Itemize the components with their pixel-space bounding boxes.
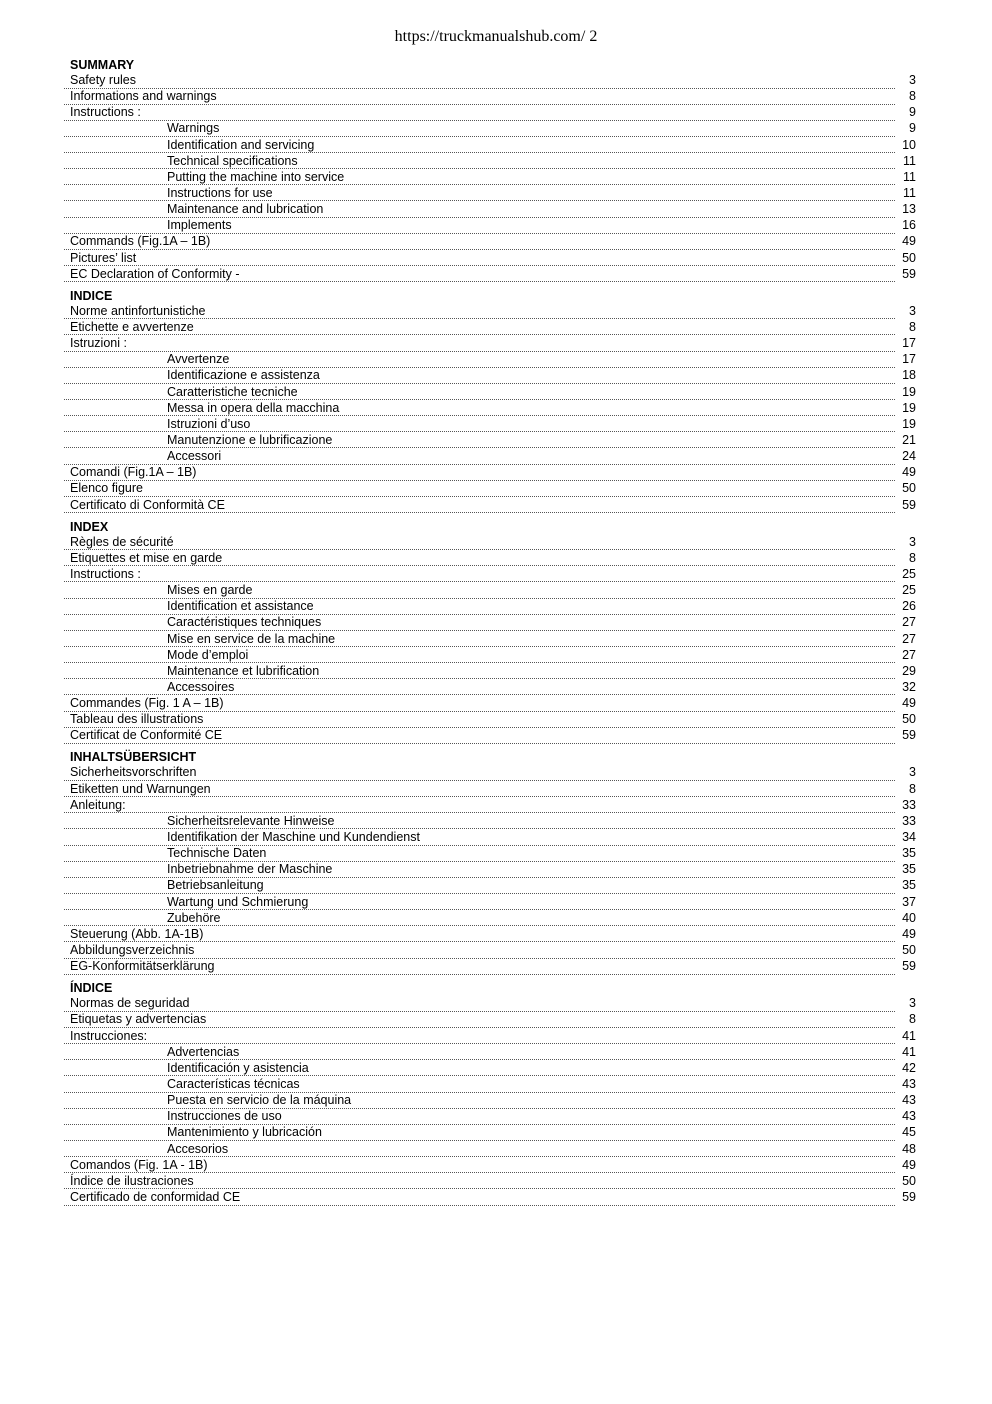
entry-label: Tableau des illustrations bbox=[70, 712, 204, 727]
entry-page-number: 25 bbox=[902, 566, 916, 581]
entry-label: Technische Daten bbox=[167, 846, 267, 861]
toc-subentry bbox=[64, 599, 917, 615]
entry-page-number: 50 bbox=[902, 481, 916, 496]
entry-label: Certificato di Conformità CE bbox=[70, 497, 225, 512]
entry-label: Commands (Fig.1A – 1B) bbox=[70, 234, 211, 249]
toc-section bbox=[64, 289, 917, 514]
entry-label: Sicherheitsrelevante Hinweise bbox=[167, 813, 335, 828]
entry-page-number: 21 bbox=[902, 432, 916, 447]
entry-page-number: 11 bbox=[903, 153, 916, 168]
toc-entry bbox=[64, 782, 917, 798]
section-title: ÍNDICE bbox=[70, 981, 113, 996]
toc-entry bbox=[64, 1190, 917, 1206]
entry-page-number: 35 bbox=[902, 862, 916, 877]
entry-label: Pictures’ list bbox=[70, 250, 137, 265]
toc-subentry bbox=[64, 401, 917, 417]
page-header-url: https://truckmanualshub.com/ 2 bbox=[394, 28, 598, 45]
toc-entry bbox=[64, 1012, 917, 1028]
entry-page-number: 45 bbox=[902, 1125, 916, 1140]
toc-subentry bbox=[64, 632, 917, 648]
entry-page-number: 17 bbox=[902, 352, 916, 367]
toc-subentry bbox=[64, 417, 917, 433]
entry-page-number: 32 bbox=[902, 679, 916, 694]
toc-subentry bbox=[64, 846, 917, 862]
entry-label: Comandos (Fig. 1A - 1B) bbox=[70, 1157, 208, 1172]
entry-page-number: 35 bbox=[902, 846, 916, 861]
toc-entry bbox=[64, 1029, 917, 1045]
entry-label: Betriebsanleitung bbox=[167, 878, 264, 893]
entry-page-number: 9 bbox=[909, 105, 916, 120]
toc-subentry bbox=[64, 1093, 917, 1109]
entry-label: Identificazione e assistenza bbox=[167, 368, 320, 383]
entry-page-number: 50 bbox=[902, 943, 916, 958]
entry-label: Identifikation der Maschine und Kundendienst bbox=[167, 830, 420, 845]
entry-label: Mise en service de la machine bbox=[167, 631, 336, 646]
section-title: INDICE bbox=[70, 288, 113, 303]
toc-subentry bbox=[64, 615, 917, 631]
entry-label: Etichette e avvertenze bbox=[70, 319, 194, 334]
toc-entry bbox=[64, 89, 917, 105]
entry-page-number: 17 bbox=[902, 336, 916, 351]
toc-entry bbox=[64, 251, 917, 267]
entry-page-number: 49 bbox=[902, 696, 916, 711]
entry-label: Elenco figure bbox=[70, 481, 143, 496]
entry-page-number: 43 bbox=[902, 1109, 916, 1124]
entry-page-number: 10 bbox=[902, 137, 916, 152]
toc-subentry bbox=[64, 1125, 917, 1141]
entry-label: Etiquetas y advertencias bbox=[70, 1012, 207, 1027]
toc-entry bbox=[64, 1158, 917, 1174]
entry-label: Istruzioni d’uso bbox=[167, 416, 251, 431]
toc-subentry bbox=[64, 648, 917, 664]
toc-entry bbox=[64, 481, 917, 497]
entry-label: EG-Konformitätserklärung bbox=[70, 959, 215, 974]
toc-subentry bbox=[64, 1109, 917, 1125]
entry-page-number: 41 bbox=[902, 1044, 916, 1059]
toc-entry bbox=[64, 320, 917, 336]
entry-page-number: 40 bbox=[902, 910, 916, 925]
toc-entry bbox=[64, 728, 917, 744]
entry-label: Steuerung (Abb. 1A-1B) bbox=[70, 926, 204, 941]
entry-page-number: 8 bbox=[909, 89, 916, 104]
toc-subentry bbox=[64, 583, 917, 599]
toc-section bbox=[64, 981, 917, 1206]
toc-subentry bbox=[64, 814, 917, 830]
entry-label: EC Declaration of Conformity - bbox=[70, 266, 240, 281]
section-title: INHALTSÜBERSICHT bbox=[70, 750, 197, 765]
toc-entry bbox=[64, 765, 917, 781]
entry-page-number: 3 bbox=[909, 303, 916, 318]
entry-page-number: 48 bbox=[902, 1141, 916, 1156]
entry-label: Identification et assistance bbox=[167, 599, 314, 614]
entry-page-number: 49 bbox=[902, 1157, 916, 1172]
entry-page-number: 3 bbox=[909, 996, 916, 1011]
toc-entry bbox=[64, 304, 917, 320]
entry-label: Maintenance et lubrification bbox=[167, 663, 320, 678]
entry-label: Normas de seguridad bbox=[70, 996, 190, 1011]
section-title: SUMMARY bbox=[70, 58, 135, 72]
entry-label: Accessori bbox=[167, 449, 222, 464]
entry-label: Sicherheitsvorschriften bbox=[70, 765, 197, 780]
toc-entry bbox=[64, 267, 917, 283]
entry-label: Implements bbox=[167, 218, 232, 233]
toc-entry bbox=[64, 336, 917, 352]
toc-entry bbox=[64, 798, 917, 814]
entry-page-number: 3 bbox=[909, 534, 916, 549]
toc-subentry bbox=[64, 154, 917, 170]
entry-page-number: 19 bbox=[902, 416, 916, 431]
entry-page-number: 41 bbox=[902, 1028, 916, 1043]
entry-label: Norme antinfortunistiche bbox=[70, 303, 206, 318]
entry-page-number: 42 bbox=[902, 1060, 916, 1075]
entry-page-number: 59 bbox=[902, 266, 916, 281]
toc-subentry bbox=[64, 680, 917, 696]
entry-label: Instrucciones: bbox=[70, 1028, 148, 1043]
toc-subentry bbox=[64, 830, 917, 846]
entry-page-number: 37 bbox=[902, 894, 916, 909]
toc-entry bbox=[64, 234, 917, 250]
entry-page-number: 43 bbox=[902, 1093, 916, 1108]
entry-page-number: 16 bbox=[902, 218, 916, 233]
toc-subentry bbox=[64, 202, 917, 218]
entry-page-number: 8 bbox=[909, 781, 916, 796]
toc-section bbox=[64, 750, 917, 975]
toc-subentry bbox=[64, 1077, 917, 1093]
toc-section bbox=[64, 520, 917, 745]
toc-subentry bbox=[64, 1061, 917, 1077]
entry-page-number: 50 bbox=[902, 1173, 916, 1188]
toc-entry bbox=[64, 535, 917, 551]
entry-page-number: 49 bbox=[902, 465, 916, 480]
entry-page-number: 24 bbox=[902, 449, 916, 464]
toc-entry bbox=[64, 996, 917, 1012]
entry-label: Accessoires bbox=[167, 679, 235, 694]
entry-label: Comandi (Fig.1A – 1B) bbox=[70, 465, 197, 480]
entry-page-number: 25 bbox=[902, 583, 916, 598]
entry-label: Abbildungsverzeichnis bbox=[70, 943, 195, 958]
entry-page-number: 27 bbox=[902, 647, 916, 662]
entry-page-number: 19 bbox=[902, 400, 916, 415]
toc-subentry bbox=[64, 911, 917, 927]
entry-label: Anleitung: bbox=[70, 797, 126, 812]
entry-page-number: 13 bbox=[902, 202, 916, 217]
entry-page-number: 33 bbox=[902, 813, 916, 828]
entry-page-number: 59 bbox=[902, 1190, 916, 1204]
toc-entry bbox=[64, 465, 917, 481]
entry-page-number: 29 bbox=[902, 663, 916, 678]
entry-label: Messa in opera della macchina bbox=[167, 400, 340, 415]
table-of-contents bbox=[64, 58, 917, 1212]
entry-label: Maintenance and lubrication bbox=[167, 202, 324, 217]
section-title: INDEX bbox=[70, 519, 109, 534]
entry-page-number: 3 bbox=[909, 765, 916, 780]
entry-label: Características técnicas bbox=[167, 1077, 300, 1092]
toc-subentry bbox=[64, 664, 917, 680]
entry-page-number: 49 bbox=[902, 926, 916, 941]
entry-label: Accesorios bbox=[167, 1141, 229, 1156]
entry-label: Instrucciones de uso bbox=[167, 1109, 282, 1124]
entry-label: Identification and servicing bbox=[167, 137, 315, 152]
entry-label: Safety rules bbox=[70, 73, 137, 87]
toc-subentry bbox=[64, 433, 917, 449]
entry-label: Caratteristiche tecniche bbox=[167, 384, 298, 399]
toc-subentry bbox=[64, 862, 917, 878]
toc-subentry bbox=[64, 895, 917, 911]
entry-page-number: 34 bbox=[902, 830, 916, 845]
toc-subentry bbox=[64, 186, 917, 202]
toc-entry bbox=[64, 696, 917, 712]
entry-label: Advertencias bbox=[167, 1044, 240, 1059]
toc-entry bbox=[64, 927, 917, 943]
entry-page-number: 59 bbox=[902, 497, 916, 512]
entry-page-number: 27 bbox=[902, 615, 916, 630]
entry-label: Technical specifications bbox=[167, 153, 298, 168]
toc-subentry bbox=[64, 1142, 917, 1158]
toc-entry bbox=[64, 959, 917, 975]
entry-page-number: 19 bbox=[902, 384, 916, 399]
toc-subentry bbox=[64, 352, 917, 368]
toc-entry bbox=[64, 1174, 917, 1190]
entry-page-number: 9 bbox=[909, 121, 916, 136]
toc-subentry bbox=[64, 218, 917, 234]
entry-label: Etiquettes et mise en garde bbox=[70, 550, 223, 565]
entry-page-number: 18 bbox=[902, 368, 916, 383]
entry-label: Instructions for use bbox=[167, 185, 273, 200]
entry-label: Puesta en servicio de la máquina bbox=[167, 1093, 352, 1108]
entry-label: Caractéristiques techniques bbox=[167, 615, 322, 630]
entry-label: Instructions : bbox=[70, 566, 141, 581]
entry-label: Zubehöre bbox=[167, 910, 221, 925]
entry-page-number: 8 bbox=[909, 319, 916, 334]
entry-label: Wartung und Schmierung bbox=[167, 894, 309, 909]
entry-page-number: 11 bbox=[903, 185, 916, 200]
entry-label: Commandes (Fig. 1 A – 1B) bbox=[70, 696, 224, 711]
toc-subentry bbox=[64, 138, 917, 154]
toc-subentry bbox=[64, 368, 917, 384]
entry-label: Etiketten und Warnungen bbox=[70, 781, 211, 796]
toc-entry bbox=[64, 943, 917, 959]
entry-page-number: 35 bbox=[902, 878, 916, 893]
entry-page-number: 59 bbox=[902, 728, 916, 743]
toc-entry bbox=[64, 73, 917, 89]
toc-entry bbox=[64, 712, 917, 728]
entry-page-number: 3 bbox=[909, 73, 916, 87]
entry-page-number: 50 bbox=[902, 712, 916, 727]
toc-subentry bbox=[64, 385, 917, 401]
entry-label: Mode d’emploi bbox=[167, 647, 249, 662]
entry-label: Warnings bbox=[167, 121, 220, 136]
entry-label: Manutenzione e lubrificazione bbox=[167, 432, 333, 447]
entry-page-number: 49 bbox=[902, 234, 916, 249]
toc-subentry bbox=[64, 878, 917, 894]
entry-label: Informations and warnings bbox=[70, 89, 217, 104]
toc-entry bbox=[64, 498, 917, 514]
toc-entry bbox=[64, 551, 917, 567]
entry-label: Putting the machine into service bbox=[167, 169, 345, 184]
toc-section bbox=[64, 58, 917, 283]
entry-label: Certificado de conformidad CE bbox=[70, 1190, 241, 1204]
entry-label: Índice de ilustraciones bbox=[70, 1173, 194, 1188]
entry-label: Identificación y asistencia bbox=[167, 1060, 309, 1075]
entry-label: Certificat de Conformité CE bbox=[70, 728, 223, 743]
toc-subentry bbox=[64, 1045, 917, 1061]
toc-subentry bbox=[64, 121, 917, 137]
entry-label: Règles de sécurité bbox=[70, 534, 174, 549]
entry-label: Avvertenze bbox=[167, 352, 230, 367]
entry-page-number: 59 bbox=[902, 959, 916, 974]
toc-entry bbox=[64, 105, 917, 121]
toc-subentry bbox=[64, 170, 917, 186]
entry-page-number: 27 bbox=[902, 631, 916, 646]
entry-label: Inbetriebnahme der Maschine bbox=[167, 862, 333, 877]
entry-label: Mantenimiento y lubricación bbox=[167, 1125, 322, 1140]
entry-page-number: 33 bbox=[902, 797, 916, 812]
entry-page-number: 43 bbox=[902, 1077, 916, 1092]
entry-label: Istruzioni : bbox=[70, 336, 127, 351]
toc-subentry bbox=[64, 449, 917, 465]
toc-entry bbox=[64, 567, 917, 583]
entry-page-number: 8 bbox=[909, 550, 916, 565]
entry-page-number: 11 bbox=[903, 169, 916, 184]
entry-label: Instructions : bbox=[70, 105, 141, 120]
entry-label: Mises en garde bbox=[167, 583, 253, 598]
entry-page-number: 8 bbox=[909, 1012, 916, 1027]
entry-page-number: 50 bbox=[902, 250, 916, 265]
entry-page-number: 26 bbox=[902, 599, 916, 614]
